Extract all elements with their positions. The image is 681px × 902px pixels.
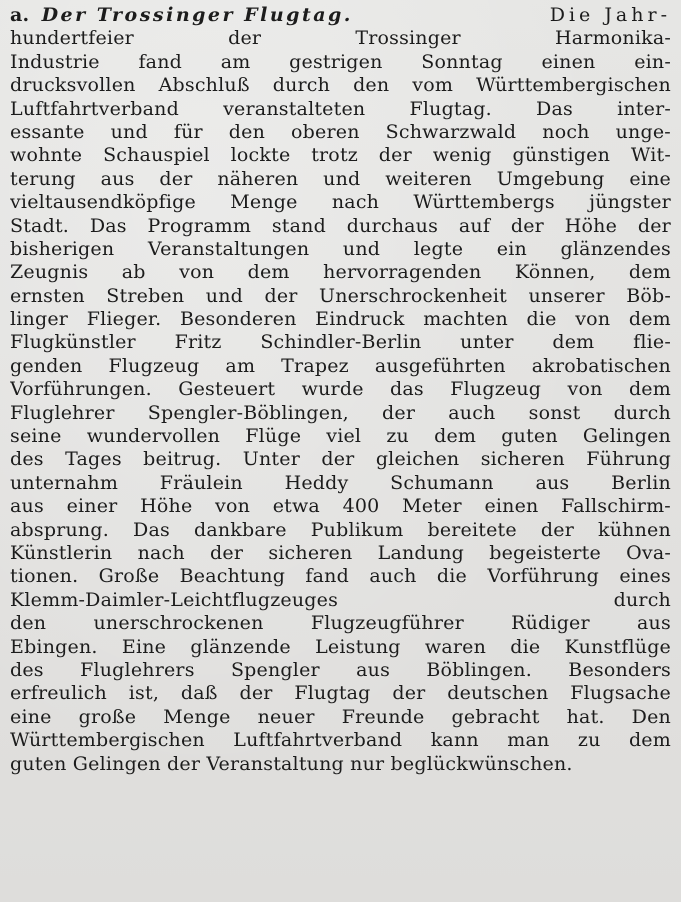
- article-line: Industrie fand am gestrigen Sonntag einen ein-: [10, 50, 671, 73]
- article-line: drucksvollen Abschluß durch den vom Württembergischen: [10, 74, 671, 97]
- article-line: Klemm-Daimler-Leichtflugzeuges durch: [10, 588, 671, 611]
- article-line: essante und für den oberen Schwarzwald noch unge-: [10, 120, 671, 143]
- article-line: genden Flugzeug am Trapez ausgeführten akrobatischen: [10, 354, 671, 377]
- article-line: Luftfahrtverband veranstalteten Flugtag. Das inter-: [10, 97, 671, 120]
- article-line: seine wundervollen Flüge viel zu dem guten Gelingen: [10, 425, 671, 448]
- article-line: Vorführungen. Gesteuert wurde das Flugzeug von dem: [10, 378, 671, 401]
- article-label: a.: [10, 4, 30, 26]
- article-line: hundertfeier der Trossinger Harmonika-: [10, 27, 671, 50]
- article-line: Ebingen. Eine glänzende Leistung waren die Kunstflüge: [10, 635, 671, 658]
- article-line: Zeugnis ab von dem hervorragenden Können, dem: [10, 261, 671, 284]
- article-line: Stadt. Das Programm stand durchaus auf der Höhe der: [10, 214, 671, 237]
- article-line: Fluglehrer Spengler-Böblingen, der auch sonst durch: [10, 401, 671, 424]
- article-line: guten Gelingen der Veranstaltung nur beglückwünschen.: [10, 752, 573, 775]
- article-line: Künstlerin nach der sicheren Landung begeisterte Ova-: [10, 541, 671, 564]
- article-line: ernsten Streben und der Unerschrockenheit unserer Böb-: [10, 284, 671, 307]
- article-line: des Fluglehrers Spengler aus Böblingen. Besonders: [10, 658, 671, 681]
- article-line: eine große Menge neuer Freunde gebracht hat. Den: [10, 705, 671, 728]
- article-line: tionen. Große Beachtung fand auch die Vorführung eines: [10, 565, 671, 588]
- article-line: Die Jahr-: [549, 4, 671, 26]
- article-line: erfreulich ist, daß der Flugtag der deutschen Flugsache: [10, 682, 671, 705]
- article-line: den unerschrockenen Flugzeugführer Rüdiger aus: [10, 612, 671, 635]
- article-line: linger Flieger. Besonderen Eindruck machten die von dem: [10, 308, 671, 331]
- article-headline: Der Trossinger Flugtag.: [41, 4, 353, 26]
- article-first-line: [10, 4, 671, 27]
- article-line: bisherigen Veranstaltungen und legte ein glänzendes: [10, 237, 671, 260]
- article-line: Flugkünstler Fritz Schindler-Berlin unter dem flie-: [10, 331, 671, 354]
- article-line: wohnte Schauspiel lockte trotz der wenig günstigen Wit-: [10, 144, 671, 167]
- article-line: terung aus der näheren und weiteren Umgebung eine: [10, 167, 671, 190]
- article-line: vieltausendköpfige Menge nach Württembergs jüngster: [10, 191, 671, 214]
- article-line: absprung. Das dankbare Publikum bereitete der kühnen: [10, 518, 671, 541]
- article-body: [10, 4, 671, 776]
- article-line: Württembergischen Luftfahrtverband kann man zu dem: [10, 729, 671, 752]
- article-line: des Tages beitrug. Unter der gleichen sicheren Führung: [10, 448, 671, 471]
- article-line: aus einer Höhe von etwa 400 Meter einen Fallschirm-: [10, 495, 671, 518]
- article-line: unternahm Fräulein Heddy Schumann aus Berlin: [10, 471, 671, 494]
